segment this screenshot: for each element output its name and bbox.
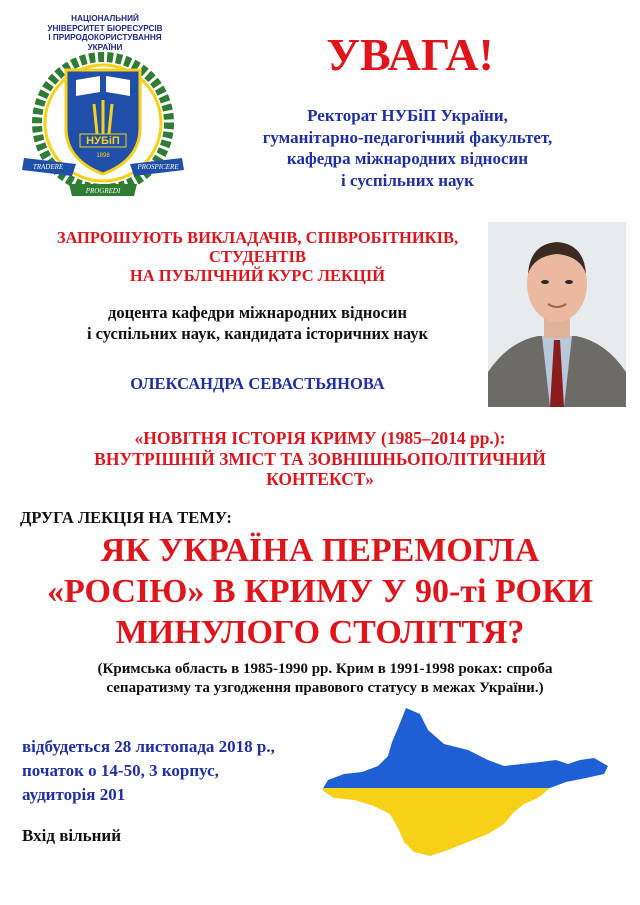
event-details (22, 735, 352, 807)
organizer-line: Ректорат НУБіП України, (307, 106, 508, 125)
organizers (210, 105, 605, 191)
crimea-map-flag-icon (318, 702, 614, 862)
invitation-line: ЗАПРОШУЮТЬ ВИКЛАДАЧІВ, СПІВРОБІТНИКІВ, (56, 228, 459, 247)
course-title-line: ВНУТРІШНІЙ ЗМІСТ ТА ЗОВНІШНЬОПОЛІТИЧНИЙ (94, 448, 546, 469)
second-lecture-label: ДРУГА ЛЕКЦІЯ НА ТЕМУ: (20, 508, 232, 527)
lecturer-photo-icon (488, 222, 626, 407)
lecturer-name: ОЛЕКСАНДРА СЕВАСТЬЯНОВА (130, 374, 385, 393)
lecturer-position (30, 302, 485, 344)
lecture-topic-line: МИНУЛОГО СТОЛІТТЯ? (115, 614, 525, 651)
university-emblem-icon (14, 8, 192, 208)
lecturer-position-line: доцента кафедри міжнародних відносин (108, 303, 407, 322)
ribbon-center-text: PROGREDI (85, 187, 121, 195)
lecture-topic (10, 530, 630, 653)
lecture-topic-line: ЯК УКРАЇНА ПЕРЕМОГЛА (100, 532, 540, 569)
course-title (20, 428, 620, 490)
invitation-line: СТУДЕНТІВ (209, 247, 306, 266)
lecture-subtopic-line: сепаратизму та узгодження правового статусу в межах України.) (106, 680, 544, 696)
invitation (30, 228, 485, 285)
university-name-line: І ПРИРОДОКОРИСТУВАННЯ УКРАЇНИ (48, 33, 162, 52)
organizer-line: кафедра міжнародних відносин (286, 149, 529, 168)
emblem-text: НУБіП (86, 135, 120, 147)
lecture-subtopic-line: (Кримська область в 1985-1990 рр. Крим в 1991-1998 роках: спроба (97, 661, 553, 677)
lecture-subtopic (30, 660, 620, 698)
page-title: УВАГА! (326, 29, 494, 80)
course-title-line: «НОВІТНЯ ІСТОРІЯ КРИМУ (1985–2014 рр.): (134, 428, 506, 448)
university-name-line: НАЦІОНАЛЬНИЙ (71, 14, 139, 23)
university-name-line: УНІВЕРСИТЕТ БІОРЕСУРСІВ (47, 23, 163, 33)
organizer-line: гуманітарно-педагогічний факультет, (262, 127, 553, 147)
free-entry: Вхід вільний (22, 826, 122, 845)
organizer-line: і суспільних наук (341, 170, 474, 190)
event-details-line: аудиторія 201 (22, 785, 126, 804)
lecturer-position-line: і суспільних наук, кандидата історичних наук (86, 324, 429, 343)
course-title-line: КОНТЕКСТ» (266, 469, 374, 489)
invitation-line: НА ПУБЛІЧНИЙ КУРС ЛЕКЦІЙ (129, 266, 386, 285)
lecture-topic-line: «РОСІЮ» В КРИМУ У 90-ті РОКИ (46, 573, 594, 610)
event-details-line: початок о 14-50, 3 корпус, (22, 761, 219, 780)
ribbon-left-text: TRADERE (32, 163, 64, 171)
ribbon-right-text: PROSPICERE (137, 163, 179, 171)
emblem-year: 1898 (96, 153, 110, 159)
event-details-line: відбудеться 28 листопада 2018 р., (22, 737, 275, 756)
